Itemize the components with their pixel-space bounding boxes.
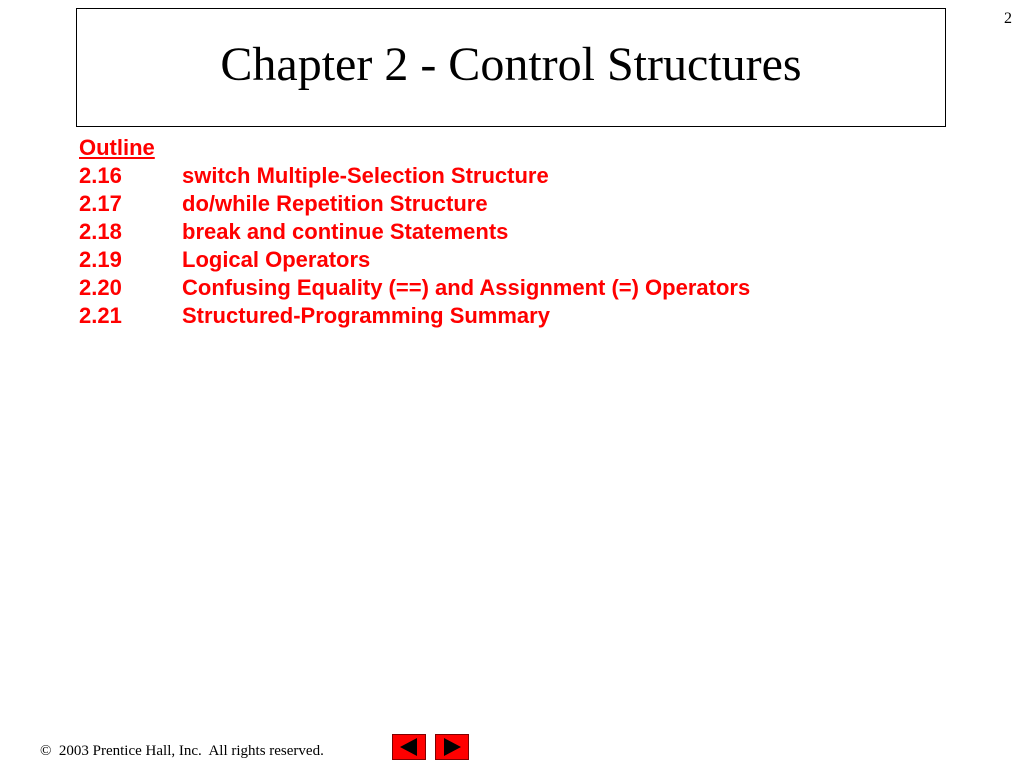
previous-slide-button[interactable]: [392, 734, 426, 760]
next-slide-button[interactable]: [435, 734, 469, 760]
outline-item: [79, 274, 750, 302]
outline-item-number: 2.18: [79, 219, 122, 244]
copyright-footer: © 2003 Prentice Hall, Inc. All rights reserved.: [40, 743, 324, 759]
outline-item-text: break and continue Statements: [182, 219, 509, 244]
outline-item-number: 2.16: [79, 163, 122, 188]
outline-item-text: Structured-Programming Summary: [182, 303, 550, 328]
outline-item-text: do/while Repetition Structure: [182, 191, 488, 216]
outline-item-number: 2.19: [79, 247, 122, 272]
outline-item-text: Logical Operators: [182, 247, 371, 272]
outline-item-number: 2.20: [79, 275, 122, 300]
outline-item-text: switch Multiple-Selection Structure: [182, 163, 549, 188]
triangle-right-icon: [436, 735, 468, 759]
outline-item: [79, 162, 750, 190]
slide-title: Chapter 2 - Control Structures: [220, 38, 802, 91]
outline-list: [79, 134, 750, 330]
outline-item-number: 2.21: [79, 303, 122, 328]
outline-item-text: Confusing Equality (==) and Assignment (=) Operators: [182, 275, 751, 300]
page-number: 2: [1004, 10, 1012, 27]
outline-item-number: 2.17: [79, 191, 122, 216]
outline-item: [79, 190, 750, 218]
triangle-left-icon: [393, 735, 425, 759]
outline-item: [79, 218, 750, 246]
outline-item: [79, 302, 750, 330]
outline-heading: Outline: [79, 135, 155, 160]
title-box: [76, 8, 946, 127]
outline-item: [79, 246, 750, 274]
